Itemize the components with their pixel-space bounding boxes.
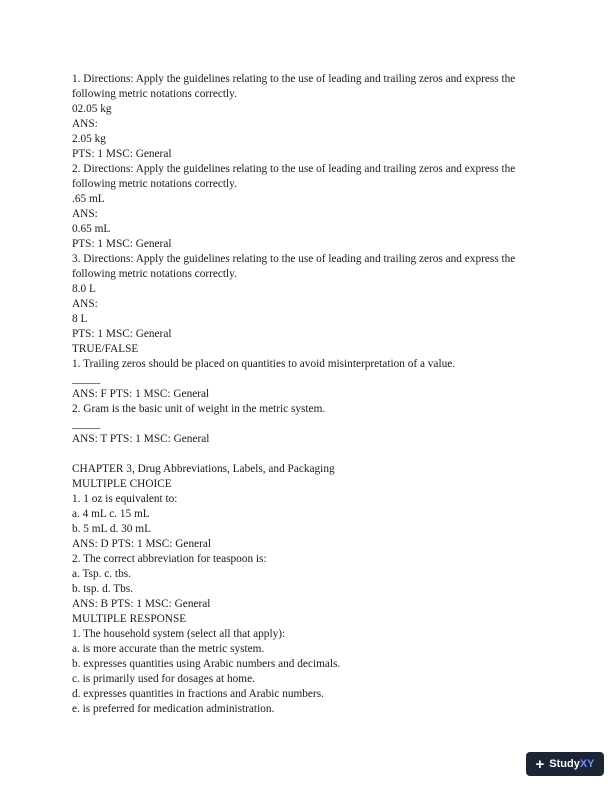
answer-line: ANS: T PTS: 1 MSC: General <box>72 433 210 445</box>
section-heading: TRUE/FALSE <box>72 343 139 355</box>
plus-icon: + <box>535 755 545 773</box>
question-value: 02.05 kg <box>72 103 112 115</box>
badge-brand-xy: XY <box>579 758 595 770</box>
question-directions: 3. Directions: Apply the guidelines relating to the use of leading and trailing zeros and express the following metric notations correctly. <box>72 253 519 280</box>
mc-options: b. 5 mL d. 30 mL <box>72 523 151 535</box>
answer-label: ANS: <box>72 208 98 220</box>
answer-line: ANS: D PTS: 1 MSC: General <box>72 538 212 550</box>
tf-question: 2. Gram is the basic unit of weight in the metric system. <box>72 403 326 415</box>
points-line: PTS: 1 MSC: General <box>72 238 172 250</box>
mr-question: 1. The household system (select all that apply): <box>72 628 286 640</box>
badge-brand-study: Study <box>549 758 580 770</box>
answer-line: ANS: F PTS: 1 MSC: General <box>72 388 210 400</box>
points-line: PTS: 1 MSC: General <box>72 148 172 160</box>
question-directions: 2. Directions: Apply the guidelines relating to the use of leading and trailing zeros and express the following metric notations correctly. <box>72 163 519 190</box>
tf-question: 1. Trailing zeros should be placed on quantities to avoid misinterpretation of a value. <box>72 358 456 370</box>
mc-question: 2. The correct abbreviation for teaspoon is: <box>72 553 267 565</box>
question-value: 8.0 L <box>72 283 96 295</box>
question-value: .65 mL <box>72 193 105 205</box>
mr-option: e. is preferred for medication administration. <box>72 703 275 715</box>
section-heading: MULTIPLE RESPONSE <box>72 613 187 625</box>
mc-options: a. Tsp. c. tbs. <box>72 568 131 580</box>
section-heading: MULTIPLE CHOICE <box>72 478 172 490</box>
answer-blank: _____ <box>72 418 101 430</box>
question-directions: 1. Directions: Apply the guidelines relating to the use of leading and trailing zeros and express the following metric notations correctly. <box>72 73 519 100</box>
mr-option: a. is more accurate than the metric system. <box>72 643 265 655</box>
mr-option: d. expresses quantities in fractions and Arabic numbers. <box>72 688 324 700</box>
answer-blank: _____ <box>72 373 101 385</box>
spacer <box>72 447 542 462</box>
badge-brand <box>549 758 594 770</box>
answer-value: 2.05 kg <box>72 133 106 145</box>
answer-value: 8 L <box>72 313 88 325</box>
answer-label: ANS: <box>72 118 98 130</box>
chapter-heading: CHAPTER 3, Drug Abbreviations, Labels, and Packaging <box>72 463 335 475</box>
answer-label: ANS: <box>72 298 98 310</box>
mc-options: a. 4 mL c. 15 mL <box>72 508 150 520</box>
answer-value: 0.65 mL <box>72 223 111 235</box>
mr-option: c. is primarily used for dosages at home. <box>72 673 255 685</box>
mc-question: 1. 1 oz is equivalent to: <box>72 493 178 505</box>
points-line: PTS: 1 MSC: General <box>72 328 172 340</box>
mc-options: b. tsp. d. Tbs. <box>72 583 133 595</box>
answer-line: ANS: B PTS: 1 MSC: General <box>72 598 211 610</box>
studyxy-badge[interactable] <box>526 752 604 776</box>
document-body <box>72 72 542 717</box>
mr-option: b. expresses quantities using Arabic numbers and decimals. <box>72 658 341 670</box>
